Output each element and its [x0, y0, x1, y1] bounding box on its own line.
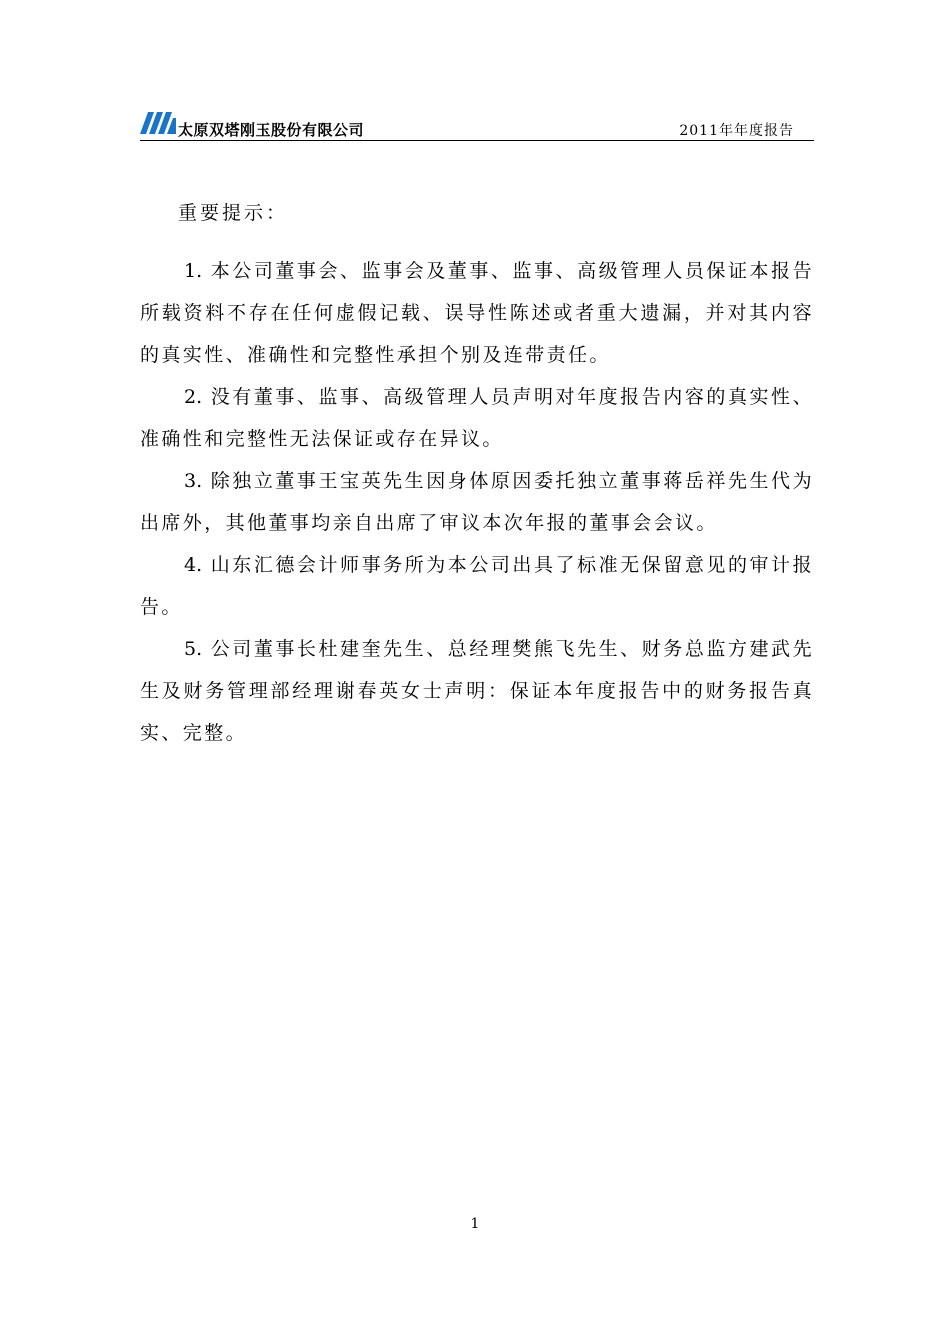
item-number: 4. [184, 554, 203, 576]
page-number: 1 [470, 1216, 480, 1232]
item-number: 2. [184, 386, 203, 408]
item-text: 除独立董事王宝英先生因身体原因委托独立董事蒋岳祥先生代为出席外，其他董事均亲自出席了审议本次年报的董事会会议。 [140, 470, 814, 534]
item-number: 5. [184, 638, 203, 660]
item-text: 没有董事、监事、高级管理人员声明对年度报告内容的真实性、准确性和完整性无法保证或存在异议。 [140, 386, 814, 450]
report-label: 2011年年度报告 [679, 123, 794, 139]
item-number: 1. [184, 260, 203, 282]
header-divider [140, 140, 814, 141]
notice-item [140, 376, 814, 460]
company-name: 太原双塔刚玉股份有限公司 [178, 121, 365, 139]
item-text: 山东汇德会计师事务所为本公司出具了标准无保留意见的审计报告。 [140, 554, 814, 618]
notice-item [140, 544, 814, 628]
item-number: 3. [184, 470, 203, 492]
item-text: 公司董事长杜建奎先生、总经理樊熊飞先生、财务总监方建武先生及财务管理部经理谢春英女士声明：保证本年度报告中的财务报告真实、完整。 [140, 638, 814, 744]
notice-items [140, 250, 814, 754]
notice-item [140, 628, 814, 754]
notice-item [140, 250, 814, 376]
company-logo-icon [140, 112, 176, 134]
item-text: 本公司董事会、监事会及董事、监事、高级管理人员保证本报告所载资料不存在任何虚假记载、误导性陈述或者重大遗漏，并对其内容的真实性、准确性和完整性承担个别及连带责任。 [140, 260, 814, 366]
page-header [140, 108, 814, 144]
notice-item [140, 460, 814, 544]
notice-title: 重要提示： [178, 202, 289, 224]
